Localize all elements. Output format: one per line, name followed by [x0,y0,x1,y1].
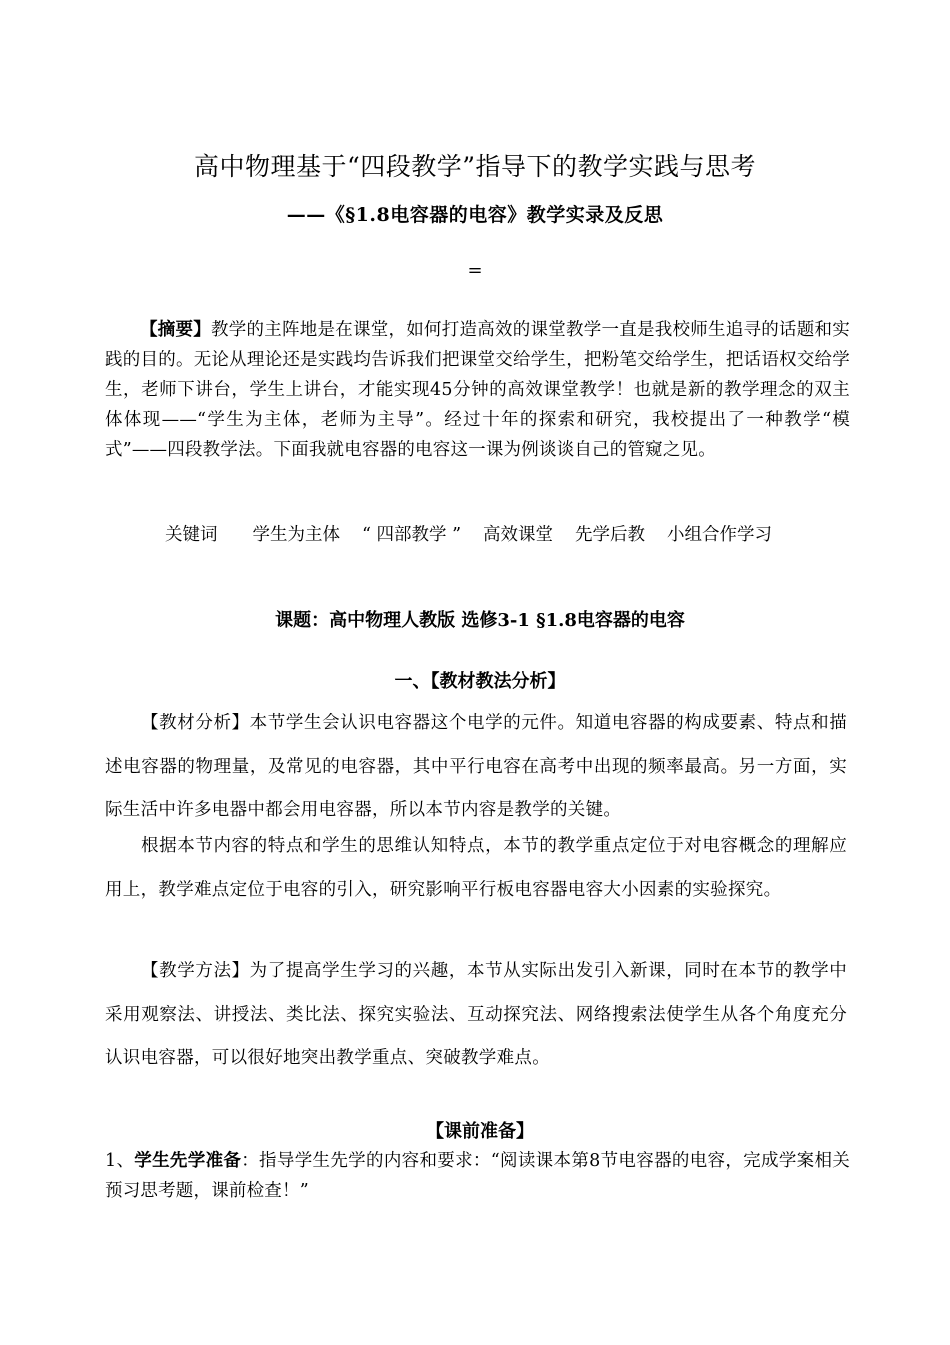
document-subtitle: ——《§1.8电容器的电容》教学实录及反思 [286,204,664,226]
textbook-analysis-text: 本节学生会认识电容器这个电学的元件。知道电容器的构成要素、特点和描述电容器的物理量，及常见的电容器，其中平行电容在高考中出现的频率最高。另一方面，实际生活中许多电器中都会用电容器，所以本节内容是教学的关键。 [105,713,847,820]
keywords-line [105,520,845,550]
document-title: 高中物理基于“四段教学”指导下的教学实践与思考 [193,152,757,181]
section-heading-analysis: 一、【教材教法分析】 [394,671,566,692]
keywords-label: 关键词 [165,525,218,545]
prep-item-number: 1、 [105,1151,135,1171]
prep-item-1 [105,1146,850,1206]
keyword-item: 小组合作学习 [667,525,773,545]
keyword-item: 学生为主体 [252,525,340,545]
lesson-topic: 课题：高中物理人教版 选修3-1 §1.8电容器的电容 [275,610,685,631]
textbook-analysis-label: 【教材分析】 [141,713,250,733]
abstract-paragraph [105,315,850,465]
teaching-method-paragraph [105,950,847,1081]
section-heading-prep: 【课前准备】 [426,1121,534,1142]
key-points-paragraph: 根据本节内容的特点和学生的思维认知特点，本节的教学重点定位于对电容概念的理解应用上，教学难点定位于电容的引入，研究影响平行板电容器电容大小因素的实验探究。 [105,836,847,900]
author-line: = [467,260,483,281]
keyword-item: “ 四部教学 ” [362,525,462,545]
teaching-method-text: 为了提高学生学习的兴趣，本节从实际出发引入新课，同时在本节的教学中采用观察法、讲授法、类比法、探究实验法、互动探究法、网络搜索法使学生从各个角度充分认识电容器，可以很好地突出教学重点、突破教学难点。 [105,961,847,1068]
abstract-label: 【摘要】 [140,320,212,340]
prep-item-label: 学生先学准备 [134,1151,242,1171]
keyword-item: 高效课堂 [483,525,554,545]
prep-item-text: ：指导学生先学的内容和要求：“阅读课本第8节电容器的电容，完成学案相关预习思考题，课前检查！” [105,1151,850,1201]
keyword-item: 先学后教 [575,525,646,545]
textbook-analysis-paragraph [105,702,847,833]
teaching-method-label: 【教学方法】 [141,961,250,981]
abstract-text: 教学的主阵地是在课堂，如何打造高效的课堂教学一直是我校师生追寻的话题和实践的目的。无论从理论还是实践均告诉我们把课堂交给学生，把粉笔交给学生，把话语权交给学生，老师下讲台，学生上讲台，才能实现45分钟的高效课堂教学！也就是新的教学理念的双主体体现——“学生为主体，老师为主导”。经过十年的探索和研究，我校提出了一种教学“模式”——四段教学法。下面我就电容器的电容这一课为例谈谈自己的管窥之见。 [105,320,850,460]
